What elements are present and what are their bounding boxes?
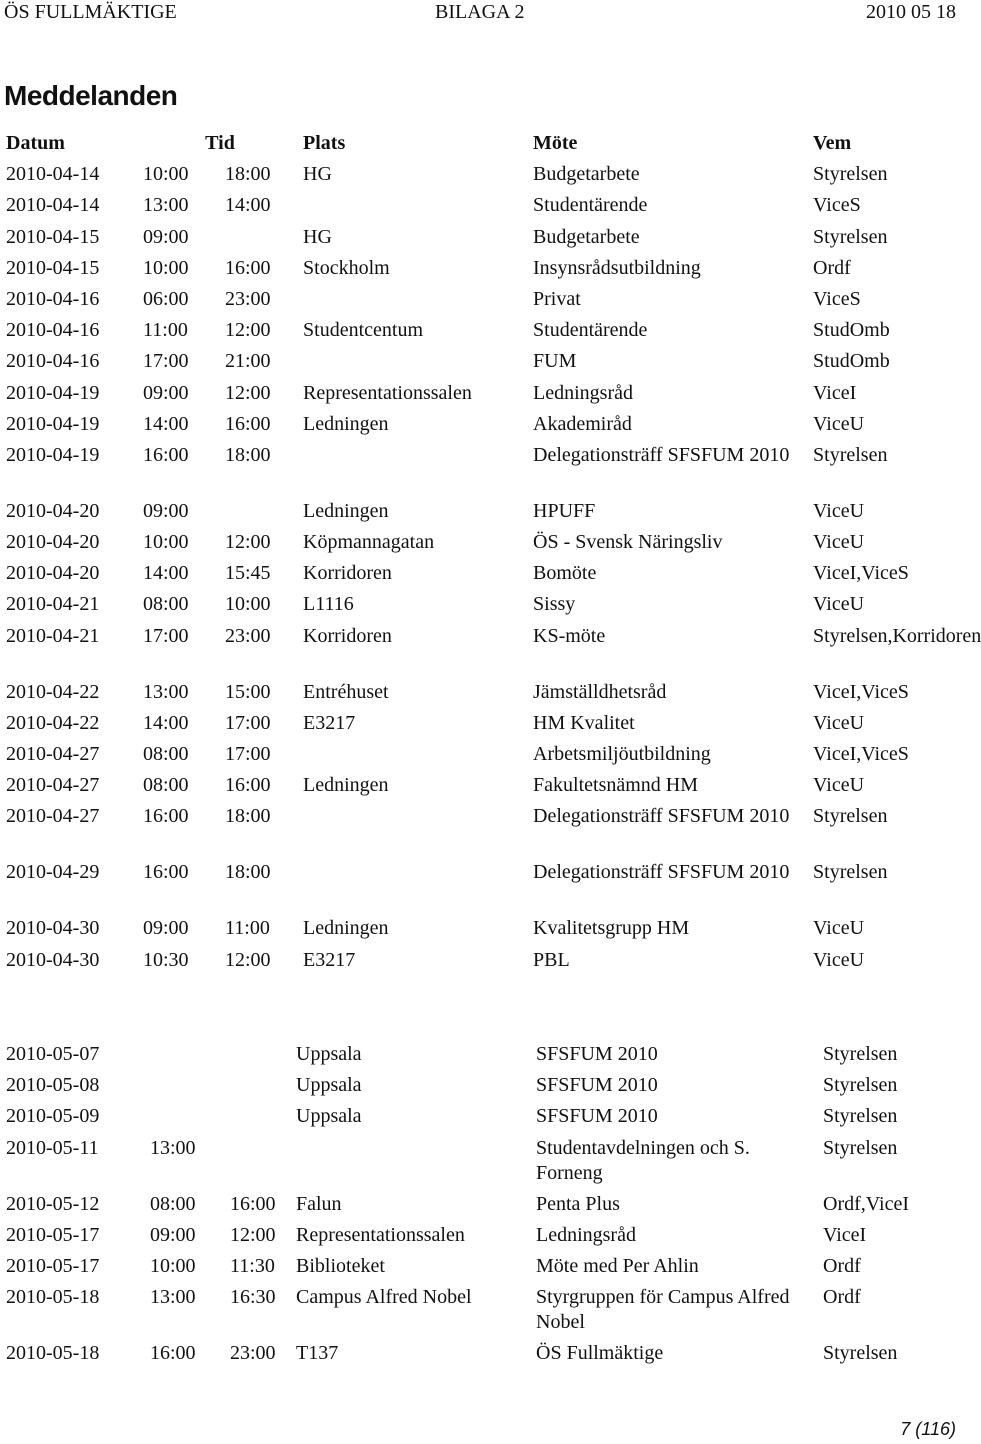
end-time-cell: 17:00 (225, 711, 271, 734)
who-cell: ViceU (813, 774, 865, 797)
location-cell: L1116 (303, 593, 354, 616)
table-row (0, 680, 960, 711)
who-cell: Ordf (823, 1254, 861, 1277)
meeting-cell: Penta Plus (536, 1192, 620, 1215)
table-row (0, 1104, 960, 1135)
meeting-cell: Styrgruppen för Campus Alfred Nobel (536, 1286, 790, 1334)
start-time-cell: 09:00 (143, 225, 189, 248)
location-cell (297, 860, 527, 916)
meeting-cell: PBL (533, 948, 570, 971)
location-cell: T137 (296, 1342, 339, 1365)
table-row (0, 592, 960, 623)
date-cell: 2010-05-17 (6, 1254, 100, 1277)
location-cell: Uppsala (296, 1043, 362, 1065)
location-cell: Korridoren (303, 624, 392, 647)
date-cell: 2010-04-20 (6, 499, 100, 522)
location-cell: Stockholm (303, 256, 390, 279)
location-cell: Biblioteket (296, 1254, 385, 1277)
date-cell: 2010-04-19 (6, 381, 100, 404)
col-header-vem: Vem (813, 132, 852, 154)
meeting-cell: Kvalitetsgrupp HM (533, 917, 690, 940)
date-cell: 2010-05-12 (6, 1192, 100, 1215)
table-row (0, 443, 960, 499)
location-cell: Falun (296, 1192, 342, 1215)
meeting-cell: Ledningsråd (536, 1223, 636, 1246)
date-cell: 2010-04-14 (6, 194, 100, 217)
end-time-cell: 18:00 (225, 805, 271, 828)
col-header-plats: Plats (303, 132, 346, 154)
location-cell: Representationssalen (296, 1223, 465, 1246)
table-row (0, 162, 960, 193)
location-cell (297, 193, 527, 224)
who-cell: Ordf (813, 256, 851, 279)
meeting-cell: Insynsrådsutbildning (533, 256, 701, 279)
location-cell: Campus Alfred Nobel (296, 1286, 472, 1309)
who-cell: Styrelsen (823, 1043, 898, 1065)
date-cell: 2010-05-09 (6, 1105, 100, 1128)
date-cell: 2010-04-16 (6, 319, 100, 342)
location-cell: Ledningen (303, 412, 389, 435)
start-time-cell: 11:00 (143, 319, 188, 342)
who-cell: ViceI,ViceS (813, 743, 909, 765)
who-cell: ViceU (813, 917, 865, 940)
end-time-cell: 23:00 (230, 1342, 276, 1365)
table-row (0, 193, 960, 224)
date-cell: 2010-04-16 (6, 287, 100, 310)
meeting-cell: Akademiråd (533, 412, 632, 435)
table-row (0, 1042, 960, 1073)
date-cell: 2010-05-18 (6, 1342, 100, 1365)
table-header-row (0, 131, 960, 162)
who-cell: Styrelsen (813, 163, 888, 186)
date-cell: 2010-04-21 (6, 624, 100, 647)
location-cell: Ledningen (303, 917, 389, 940)
start-time-cell: 08:00 (143, 593, 189, 616)
start-time-cell: 06:00 (143, 287, 189, 310)
meeting-cell: Budgetarbete (533, 225, 640, 248)
end-time-cell: 16:00 (225, 256, 271, 279)
start-time-cell: 13:00 (150, 1286, 196, 1309)
table-row (0, 742, 960, 773)
date-cell: 2010-05-08 (6, 1074, 100, 1097)
date-cell: 2010-04-16 (6, 350, 100, 373)
who-cell: Styrelsen (813, 225, 888, 248)
location-cell: Entréhuset (303, 680, 389, 703)
location-cell (297, 443, 527, 499)
table-row (0, 860, 960, 916)
meeting-cell: Budgetarbete (533, 163, 640, 186)
end-time-cell: 12:00 (225, 381, 271, 404)
date-cell: 2010-04-30 (6, 917, 100, 940)
start-time-cell: 10:30 (143, 948, 189, 971)
who-cell: Styrelsen,Korridoren (813, 624, 981, 647)
who-cell: StudOmb (813, 319, 890, 342)
meeting-cell: Ledningsråd (533, 381, 633, 404)
date-cell: 2010-04-21 (6, 593, 100, 616)
table-row (0, 1136, 960, 1192)
start-time-cell (144, 1104, 224, 1135)
meeting-cell: SFSFUM 2010 (536, 1074, 658, 1097)
start-time-cell: 08:00 (143, 743, 189, 765)
who-cell: Styrelsen (813, 443, 888, 466)
start-time-cell: 16:00 (150, 1342, 196, 1365)
table-row (0, 349, 960, 380)
meeting-cell: Arbetsmiljöutbildning (533, 743, 711, 765)
location-cell: Köpmannagatan (303, 531, 435, 554)
who-cell: ViceI (813, 381, 857, 404)
who-cell: ViceI (823, 1223, 867, 1246)
who-cell: ViceU (813, 711, 865, 734)
page-header (0, 0, 960, 24)
start-time-cell: 08:00 (150, 1192, 196, 1215)
start-time-cell: 16:00 (143, 861, 189, 884)
page-title: Meddelanden (4, 80, 178, 111)
date-cell: 2010-04-14 (6, 163, 100, 186)
end-time-cell: 11:30 (230, 1254, 275, 1277)
end-time-cell: 12:00 (225, 531, 271, 554)
who-cell: Styrelsen (813, 861, 888, 884)
date-cell: 2010-05-11 (6, 1136, 99, 1159)
start-time-cell: 09:00 (150, 1223, 196, 1246)
start-time-cell: 10:00 (143, 256, 189, 279)
page-number: 7 (116) (900, 1419, 956, 1439)
table-row (0, 561, 960, 592)
who-cell: Styrelsen (823, 1074, 898, 1097)
location-cell: Korridoren (303, 562, 392, 585)
date-cell: 2010-05-17 (6, 1223, 100, 1246)
location-cell: E3217 (303, 948, 356, 971)
meeting-cell: KS-möte (533, 624, 606, 647)
location-cell (297, 742, 527, 773)
date-cell: 2010-04-20 (6, 562, 100, 585)
table-row (0, 499, 960, 530)
start-time-cell: 10:00 (150, 1254, 196, 1277)
table-row (0, 1192, 960, 1223)
who-cell: Styrelsen (823, 1105, 898, 1128)
date-cell: 2010-04-15 (6, 225, 100, 248)
location-cell: Representationssalen (303, 381, 472, 404)
meeting-cell: Sissy (533, 593, 576, 616)
date-cell: 2010-04-27 (6, 805, 100, 828)
meeting-cell: Fakultetsnämnd HM (533, 774, 699, 797)
col-header-datum: Datum (6, 132, 65, 154)
who-cell: Styrelsen (813, 805, 888, 828)
end-time-cell (224, 1136, 290, 1192)
meetings-table-april (0, 131, 981, 979)
start-time-cell: 14:00 (143, 711, 189, 734)
start-time-cell: 09:00 (143, 499, 189, 522)
end-time-cell: 10:00 (225, 593, 271, 616)
date-cell: 2010-04-22 (6, 680, 100, 703)
meeting-cell: Delegationsträff SFSFUM 2010 (533, 861, 790, 884)
location-cell: Ledningen (303, 774, 389, 797)
location-cell (297, 804, 527, 860)
table-row (0, 948, 960, 979)
end-time-cell: 23:00 (225, 624, 271, 647)
who-cell: Ordf (823, 1286, 861, 1309)
date-cell: 2010-04-22 (6, 711, 100, 734)
who-cell: Ordf,ViceI (823, 1192, 909, 1215)
meeting-cell: Delegationsträff SFSFUM 2010 (533, 443, 790, 466)
meeting-cell: Privat (533, 287, 581, 310)
who-cell: ViceI,ViceS (813, 680, 909, 703)
table-row (0, 1223, 960, 1254)
start-time-cell: 17:00 (143, 350, 189, 373)
table-row (0, 381, 960, 412)
start-time-cell: 16:00 (143, 443, 189, 466)
start-time-cell: 13:00 (143, 194, 189, 217)
location-cell: Studentcentum (303, 319, 423, 342)
table-row (0, 624, 960, 680)
end-time-cell: 16:30 (230, 1286, 276, 1309)
table-row (0, 287, 960, 318)
end-time-cell: 17:00 (225, 743, 271, 765)
end-time-cell: 23:00 (225, 287, 271, 310)
end-time-cell: 15:45 (225, 562, 271, 585)
end-time-cell: 12:00 (225, 319, 271, 342)
end-time-cell (224, 1042, 290, 1073)
start-time-cell (144, 1073, 224, 1104)
who-cell: ViceS (813, 287, 861, 310)
meeting-cell: Bomöte (533, 562, 597, 585)
meeting-cell: Möte med Per Ahlin (536, 1254, 699, 1277)
who-cell: ViceU (813, 948, 865, 971)
who-cell: ViceU (813, 593, 865, 616)
end-time-cell: 18:00 (225, 163, 271, 186)
meeting-cell: ÖS - Svensk Näringsliv (533, 531, 723, 554)
meeting-cell: Delegationsträff SFSFUM 2010 (533, 805, 790, 828)
header-date: 2010 05 18 (866, 1, 956, 23)
start-time-cell: 14:00 (143, 412, 189, 435)
end-time-cell: 16:00 (225, 774, 271, 797)
meeting-cell: Studentärende (533, 194, 648, 217)
meeting-cell: Jämställdhetsråd (533, 680, 667, 703)
date-cell: 2010-04-27 (6, 774, 100, 797)
end-time-cell: 12:00 (225, 948, 271, 971)
start-time-cell (144, 1042, 224, 1073)
table-row (0, 711, 960, 742)
end-time-cell: 18:00 (225, 443, 271, 466)
location-cell: Ledningen (303, 499, 389, 522)
end-time-cell: 12:00 (230, 1223, 276, 1246)
table-row (0, 412, 960, 443)
end-time-cell: 14:00 (225, 194, 271, 217)
start-time-cell: 10:00 (143, 531, 189, 554)
header-organization: ÖS FULLMÄKTIGE (4, 1, 177, 23)
end-time-cell (219, 499, 297, 530)
who-cell: ViceU (813, 499, 865, 522)
date-cell: 2010-04-19 (6, 443, 100, 466)
table-row (0, 1073, 960, 1104)
end-time-cell: 16:00 (230, 1192, 276, 1215)
meeting-cell: SFSFUM 2010 (536, 1043, 658, 1065)
table-row (0, 1285, 960, 1341)
start-time-cell: 17:00 (143, 624, 189, 647)
date-cell: 2010-04-15 (6, 256, 100, 279)
who-cell: Styrelsen (823, 1342, 898, 1365)
table-row (0, 916, 960, 947)
date-cell: 2010-04-20 (6, 531, 100, 554)
end-time-cell (224, 1073, 290, 1104)
date-cell: 2010-04-27 (6, 743, 100, 765)
meeting-cell: HPUFF (533, 499, 596, 522)
location-cell (297, 349, 527, 380)
table-row (0, 318, 960, 349)
table-row (0, 1341, 960, 1372)
table-row (0, 256, 960, 287)
end-time-cell (224, 1104, 290, 1135)
location-cell: HG (303, 225, 332, 248)
table-row (0, 530, 960, 561)
start-time-cell: 16:00 (143, 805, 189, 828)
meeting-cell: Studentavdelningen och S. Forneng (536, 1136, 750, 1184)
location-cell: E3217 (303, 711, 356, 734)
end-time-cell: 21:00 (225, 350, 271, 373)
end-time-cell: 16:00 (225, 412, 271, 435)
end-time-cell: 11:00 (225, 917, 270, 940)
meeting-cell: ÖS Fullmäktige (536, 1342, 664, 1365)
location-cell (297, 287, 527, 318)
table-row (0, 773, 960, 804)
table-row (0, 804, 960, 860)
end-time-cell: 15:00 (225, 680, 271, 703)
col-header-mote: Möte (533, 132, 578, 154)
end-time-cell: 18:00 (225, 861, 271, 884)
header-attachment: BILAGA 2 (435, 1, 525, 23)
location-cell (290, 1136, 530, 1192)
col-header-tid: Tid (205, 132, 235, 154)
start-time-cell: 09:00 (143, 381, 189, 404)
start-time-cell: 13:00 (143, 680, 189, 703)
date-cell: 2010-04-29 (6, 861, 100, 884)
meeting-cell: HM Kvalitet (533, 711, 635, 734)
start-time-cell: 08:00 (143, 774, 189, 797)
date-cell: 2010-04-30 (6, 948, 100, 971)
location-cell: Uppsala (296, 1074, 362, 1097)
location-cell: Uppsala (296, 1105, 362, 1128)
date-cell: 2010-05-07 (6, 1043, 100, 1065)
who-cell: ViceI,ViceS (813, 562, 909, 585)
meeting-cell: FUM (533, 350, 577, 373)
location-cell: HG (303, 163, 332, 186)
start-time-cell: 10:00 (143, 163, 189, 186)
table-row (0, 1254, 960, 1285)
table-row (0, 225, 960, 256)
meeting-cell: Studentärende (533, 319, 648, 342)
meeting-cell: SFSFUM 2010 (536, 1105, 658, 1128)
meetings-table-may (0, 1042, 960, 1372)
start-time-cell: 09:00 (143, 917, 189, 940)
who-cell: ViceU (813, 412, 865, 435)
start-time-cell: 13:00 (150, 1136, 196, 1159)
start-time-cell: 14:00 (143, 562, 189, 585)
who-cell: ViceS (813, 194, 861, 217)
who-cell: ViceU (813, 531, 865, 554)
date-cell: 2010-05-18 (6, 1286, 100, 1309)
who-cell: StudOmb (813, 350, 890, 373)
date-cell: 2010-04-19 (6, 412, 100, 435)
who-cell: Styrelsen (823, 1136, 898, 1159)
end-time-cell (219, 225, 297, 256)
